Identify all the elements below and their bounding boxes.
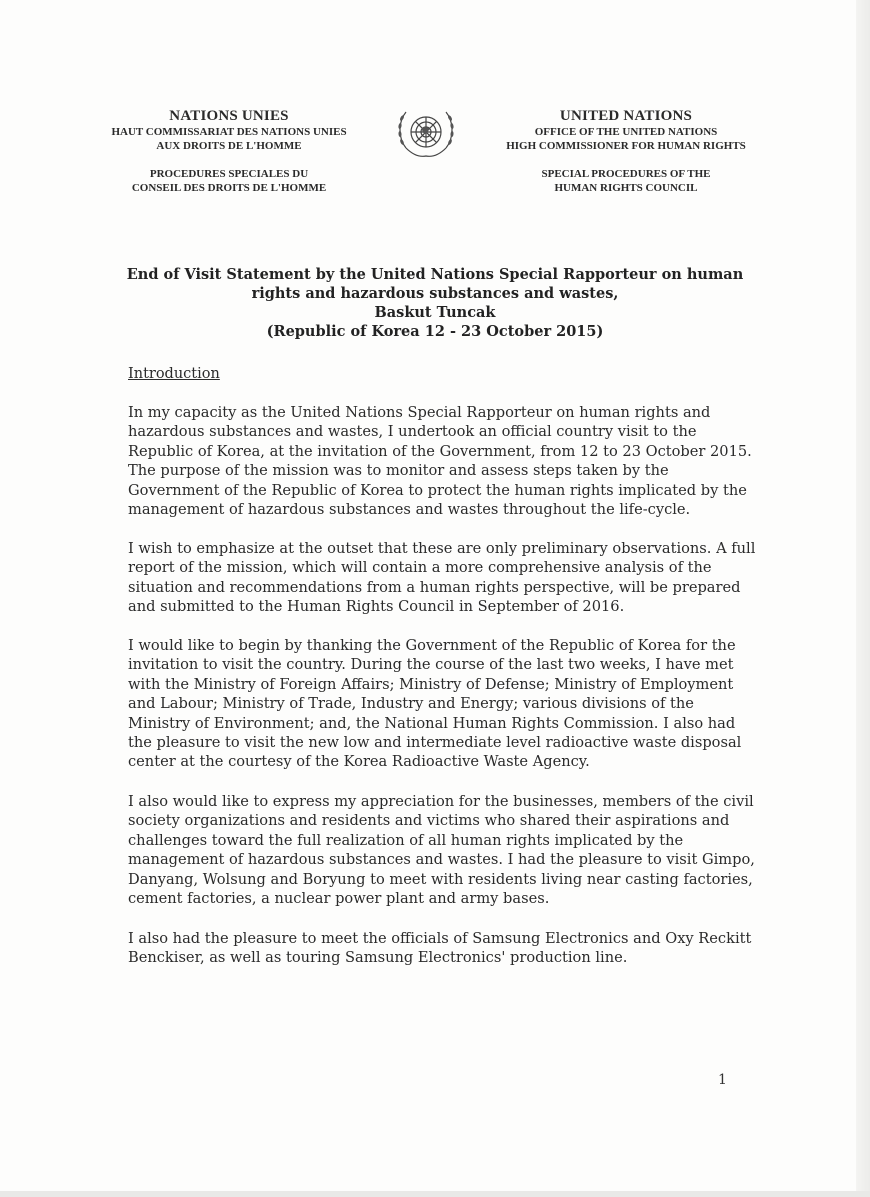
paragraph-line: and submitted to the Human Rights Council in September of 2016. [128,598,625,616]
header-left-procedures: PROCEDURES SPECIALES DU [149,168,309,180]
paragraph-line: Government of the Republic of Korea to protect the human rights implicated by the [128,481,747,499]
header-right-procedures: SPECIAL PROCEDURES OF THE [541,168,711,180]
paragraph-line: invitation to visit the country. During the course of the last two weeks, I have met [128,656,734,674]
section-heading-introduction: Introduction [128,366,220,382]
title-line: Baskut Tuncak [374,304,496,321]
header-left-line: HAUT COMMISSARIAT DES NATIONS UNIES [111,126,347,138]
paragraph-line: management of hazardous substances and wastes. I had the pleasure to visit Gimpo, [128,851,755,869]
paragraph-line: society organizations and residents and victims who shared their aspirations and [128,812,730,830]
header-right-title: UNITED NATIONS [559,108,693,124]
paragraph-5 [128,929,752,968]
paragraph-line: In my capacity as the United Nations Special Rapporteur on human rights and [128,404,711,421]
paragraph-line: Benckiser, as well as touring Samsung Electronics' production line. [128,949,628,967]
paragraph-line: with the Ministry of Foreign Affairs; Ministry of Defense; Ministry of Employment [128,675,734,693]
paragraph-line: situation and recommendations from a human rights perspective, will be prepared [128,578,741,596]
header-right-procedures: HUMAN RIGHTS COUNCIL [554,182,698,194]
header-french [88,108,370,195]
paragraph-line: the pleasure to visit the new low and intermediate level radioactive waste disposal [128,734,742,752]
header-left-procedures: CONSEIL DES DROITS DE L'HOMME [131,182,327,194]
paragraph-line: cement factories, a nuclear power plant and army bases. [128,890,550,908]
header-right-line: OFFICE OF THE UNITED NATIONS [534,126,718,138]
header-right-line: HIGH COMMISSIONER FOR HUMAN RIGHTS [506,140,746,152]
page-number: 1 [718,1072,727,1088]
paragraph-line: center at the courtesy of the Korea Radioactive Waste Agency. [128,753,590,771]
paragraph-line: and Labour; Ministry of Trade, Industry and Energy; various divisions of the [128,695,694,713]
paragraph-line: report of the mission, which will contain a more comprehensive analysis of the [128,559,712,577]
page-edge-right [856,0,870,1197]
paragraph-2 [128,539,756,617]
paragraph-line: hazardous substances and wastes, I undertook an official country visit to the [128,423,697,441]
paragraph-4 [128,792,755,908]
title-line: End of Visit Statement by the United Nations Special Rapporteur on human [126,266,744,283]
paragraph-3 [128,636,748,772]
paragraph-line: I also would like to express my appreciation for the businesses, members of the civil [128,793,754,810]
un-emblem-icon [392,104,460,164]
paragraph-line: Danyang, Wolsung and Boryung to meet with residents living near casting factories, [128,870,753,888]
page-edge-bottom [0,1191,870,1197]
title-line: (Republic of Korea 12 - 23 October 2015) [266,323,604,340]
paragraph-line: I also had the pleasure to meet the officials of Samsung Electronics and Oxy Reckitt [128,930,752,947]
header-english [498,108,754,195]
title-line: rights and hazardous substances and wastes, [251,285,619,302]
paragraph-line: management of hazardous substances and wastes throughout the life-cycle. [128,501,691,519]
paragraph-line: Republic of Korea, at the invitation of the Government, from 12 to 23 October 2015. [128,442,752,460]
paragraph-1 [128,403,752,519]
paragraph-line: challenges toward the full realization of all human rights implicated by the [128,831,684,849]
paragraph-line: I would like to begin by thanking the Government of the Republic of Korea for the [128,637,736,654]
paragraph-line: The purpose of the mission was to monitor and assess steps taken by the [128,462,669,480]
header-left-title: NATIONS UNIES [169,108,289,124]
header-left-line: AUX DROITS DE L'HOMME [156,140,302,152]
paragraph-line: I wish to emphasize at the outset that these are only preliminary observations. A full [128,540,756,557]
paragraph-line: Ministry of Environment; and, the National Human Rights Commission. I also had [128,714,736,732]
document-title [110,265,760,341]
